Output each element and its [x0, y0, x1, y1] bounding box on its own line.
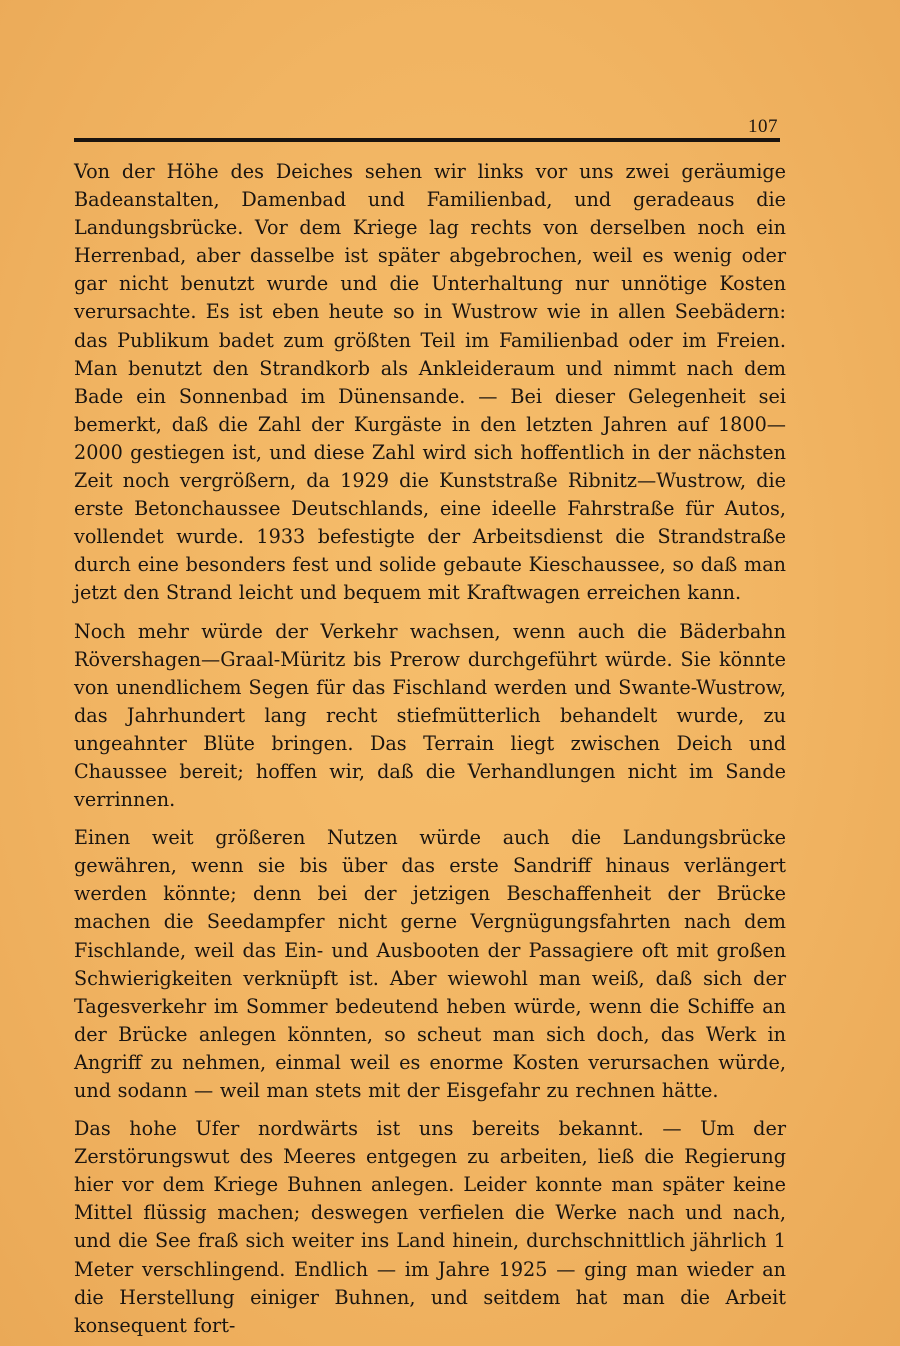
paragraph-landing-pier: Einen weit größeren Nutzen würde auch die Landungsbrücke gewähren, wenn sie bis über das erste Sandriff hinaus verlängert werden könnte; denn bei der jetzigen Beschaffenheit der Brücke machen die Seedampfer nicht gerne Vergnügungsfahrten nach dem Fischlande, weil das Ein- und Ausbooten der Passagiere oft mit großen Schwierigkeiten verknüpft ist. Aber wiewohl man weiß, daß sich der Tagesverkehr im Sommer bedeutend heben würde, wenn die Schiffe an der Brücke anlegen könnten, so scheut man sich doch, das Werk in Angriff zu nehmen, einmal weil es enorme Kosten verursachen würde, und sodann — weil man stets mit der Eisgefahr zu rechnen hätte.	[74, 826, 786, 1102]
paragraph-railway: Noch mehr würde der Verkehr wachsen, wenn auch die Bäderbahn Rövershagen—Graal-Müritz bis Prerow durchgeführt würde. Sie könnte von unendlichem Segen für das Fischland werden und Swante-Wustrow, das Jahrhundert lang recht stiefmütterlich behandelt wurde, zu ungeahnter Blüte bringen. Das Terrain liegt zwischen Deich und Chaussee bereit; hoffen wir, daß die Verhandlungen nicht im Sande verrinnen.	[74, 619, 786, 812]
paragraph-beach-facilities: Von der Höhe des Deiches sehen wir links vor uns zwei geräumige Badeanstalten, Damenbad und Familienbad, und geradeaus die Landungsbrücke. Vor dem Kriege lag rechts von derselben noch ein Herrenbad, aber dasselbe ist später abgebrochen, weil es wenig oder gar nicht benutzt wurde und die Unterhaltung nur unnötige Kosten verursachte. Es ist eben heute so in Wustrow wie in allen Seebädern: das Publikum badet zum größten Teil im Familienbad oder im Freien. Man benutzt den Strandkorb als Ankleideraum und nimmt nach dem Bade ein Sonnenbad im Dünensande. — Bei dieser Gelegenheit sei bemerkt, daß die Zahl der Kurgäste in den letzten Jahren auf 1800—2000 gestiegen ist, und diese Zahl wird sich hoffentlich in der nächsten Zeit noch vergrößern, da 1929 die Kunststraße Ribnitz—Wustrow, die erste Betonchaussee Deutschlands, eine ideelle Fahrstraße für Autos, vollendet wurde. 1933 befestigte der Arbeitsdienst die Strandstraße durch eine besonders fest und solide gebaute Kieschaussee, so daß man jetzt den Strand leicht und bequem mit Kraftwagen erreichen kann.	[74, 160, 786, 605]
page-number: 107	[748, 116, 778, 137]
paragraph-coastal-erosion: Das hohe Ufer nordwärts ist uns bereits bekannt. — Um der Zerstörungswut des Meeres entgegen zu arbeiten, ließ die Regierung hier vor dem Kriege Buhnen anlegen. Leider konnte man später keine Mittel flüssig machen; deswegen verfielen die Werke nach und nach, und die See fraß sich weiter ins Land hinein, durchschnittlich jährlich 1 Meter verschlingend. Endlich — im Jahre 1925 — ging man wieder an die Herstellung einiger Buhnen, und seitdem hat man die Arbeit konsequent fort-	[74, 1117, 786, 1337]
page-body-text	[74, 158, 786, 1340]
header-rule	[74, 138, 780, 142]
